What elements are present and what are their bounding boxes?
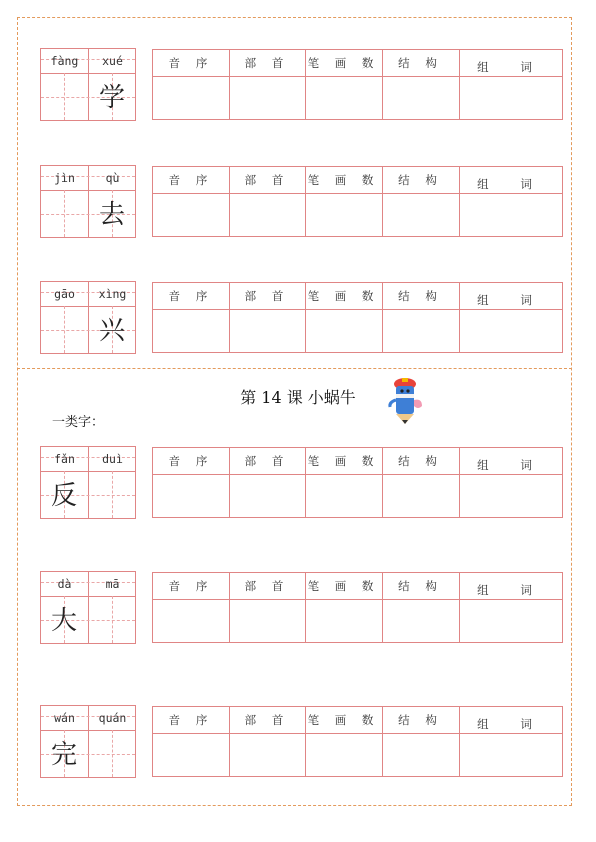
hanzi-character: 兴 (99, 316, 126, 346)
answer-cell[interactable] (459, 310, 564, 352)
answer-cell[interactable] (229, 475, 305, 517)
answer-cell[interactable] (229, 600, 305, 642)
answer-cell[interactable] (459, 194, 564, 236)
pencil-mascot-icon (384, 376, 426, 426)
table-header-cell: 组 词 (477, 177, 546, 191)
answer-cell[interactable] (382, 600, 459, 642)
table-header-cell: 笔 画 数 (307, 173, 380, 187)
table-header-cell: 结 构 (398, 713, 443, 727)
answer-cell[interactable] (153, 194, 229, 236)
lesson-title: 第 14 课 小蜗牛 (240, 388, 356, 407)
answer-cell[interactable] (153, 77, 229, 119)
analysis-table (152, 166, 563, 237)
table-header-cell: 结 构 (398, 579, 443, 593)
tianzige-grid (40, 705, 136, 778)
pinyin-label: fǎn (54, 452, 75, 466)
table-header-cell: 音 序 (168, 454, 214, 468)
table-header-cell: 音 序 (168, 579, 214, 593)
answer-cell[interactable] (382, 194, 459, 236)
table-header-cell: 音 序 (168, 173, 214, 187)
table-header-cell: 结 构 (398, 454, 443, 468)
answer-cell[interactable] (153, 600, 229, 642)
hanzi-character: 完 (51, 740, 78, 770)
answer-cell[interactable] (459, 475, 564, 517)
table-header-cell: 组 词 (477, 717, 546, 731)
pinyin-label: duì (102, 452, 123, 466)
analysis-table (152, 706, 563, 777)
table-header-cell: 笔 画 数 (307, 579, 380, 593)
hanzi-character: 去 (99, 200, 126, 230)
table-header-cell: 部 首 (244, 454, 290, 468)
hanzi-character: 大 (51, 606, 78, 636)
table-header-cell: 笔 画 数 (307, 289, 380, 303)
table-header-cell: 部 首 (244, 173, 290, 187)
tianzige-grid (40, 571, 136, 644)
answer-cell[interactable] (305, 310, 382, 352)
answer-cell[interactable] (229, 77, 305, 119)
answer-cell[interactable] (153, 310, 229, 352)
pinyin-label: jìn (54, 171, 75, 185)
pinyin-label: xué (102, 54, 123, 68)
pinyin-label: qù (105, 171, 120, 185)
pinyin-label: wán (54, 711, 75, 725)
answer-cell[interactable] (229, 194, 305, 236)
answer-cell[interactable] (305, 475, 382, 517)
practice-row (0, 446, 596, 524)
analysis-table (152, 282, 563, 353)
practice-row (0, 705, 596, 783)
answer-cell[interactable] (305, 77, 382, 119)
tianzige-grid (40, 281, 136, 354)
table-header-cell: 组 词 (477, 293, 546, 307)
table-header-cell: 部 首 (244, 56, 290, 70)
table-header-cell: 部 首 (244, 713, 290, 727)
table-header-cell: 结 构 (398, 173, 443, 187)
table-header-cell: 组 词 (477, 583, 546, 597)
hanzi-character: 反 (51, 481, 78, 511)
tianzige-grid (40, 48, 136, 121)
pinyin-label: dà (57, 577, 72, 591)
table-header-cell: 部 首 (244, 579, 290, 593)
table-header-cell: 结 构 (398, 56, 443, 70)
pinyin-label: fàng (50, 54, 79, 68)
category-label: 一类字： (52, 415, 105, 430)
tianzige-grid (40, 165, 136, 238)
answer-cell[interactable] (305, 734, 382, 776)
pinyin-label: gāo (54, 287, 75, 301)
section-divider (17, 368, 572, 369)
table-header-cell: 笔 画 数 (307, 454, 380, 468)
answer-cell[interactable] (305, 600, 382, 642)
answer-cell[interactable] (459, 600, 564, 642)
hanzi-character: 学 (99, 83, 126, 113)
pinyin-label: xìng (98, 287, 127, 301)
practice-row (0, 48, 596, 126)
answer-cell[interactable] (229, 734, 305, 776)
answer-cell[interactable] (153, 475, 229, 517)
table-header-cell: 音 序 (168, 713, 214, 727)
answer-cell[interactable] (153, 734, 229, 776)
practice-row (0, 281, 596, 359)
table-header-cell: 组 词 (477, 60, 546, 74)
answer-cell[interactable] (382, 310, 459, 352)
table-header-cell: 笔 画 数 (307, 56, 380, 70)
answer-cell[interactable] (382, 475, 459, 517)
table-header-cell: 音 序 (168, 289, 214, 303)
table-header-cell: 音 序 (168, 56, 214, 70)
analysis-table (152, 49, 563, 120)
practice-row (0, 165, 596, 243)
pinyin-label: mā (105, 577, 120, 591)
answer-cell[interactable] (229, 310, 305, 352)
table-header-cell: 笔 画 数 (307, 713, 380, 727)
table-header-cell: 组 词 (477, 458, 546, 472)
table-header-cell: 部 首 (244, 289, 290, 303)
table-header-cell: 结 构 (398, 289, 443, 303)
answer-cell[interactable] (459, 77, 564, 119)
answer-cell[interactable] (305, 194, 382, 236)
answer-cell[interactable] (382, 77, 459, 119)
analysis-table (152, 572, 563, 643)
analysis-table (152, 447, 563, 518)
pinyin-label: quán (98, 711, 127, 725)
practice-row (0, 571, 596, 649)
answer-cell[interactable] (459, 734, 564, 776)
tianzige-grid (40, 446, 136, 519)
answer-cell[interactable] (382, 734, 459, 776)
